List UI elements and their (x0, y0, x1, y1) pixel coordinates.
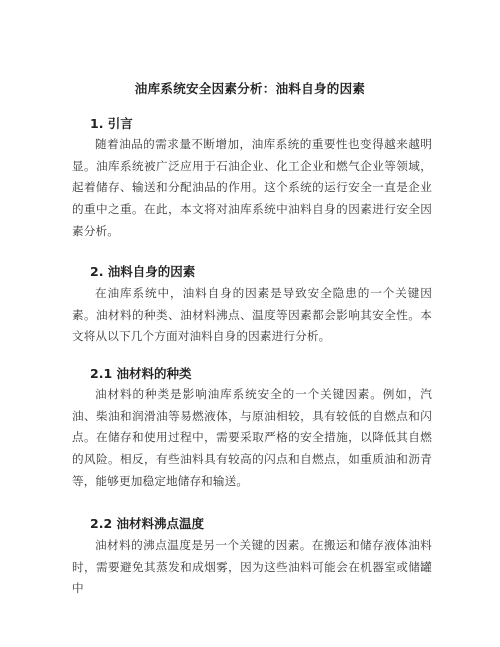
section-paragraph-boiling-point: 油材料的沸点温度是另一个关键的因素。在搬运和储存液体油料时，需要避免其蒸发和成烟雾，因为这些油料可能会在机器室或储罐中 (72, 538, 432, 596)
section-paragraph-intro: 随着油品的需求量不断增加，油库系统的重要性也变得越来越明显。油库系统被广泛应用于石油企业、化工企业和燃气企业等领域，起着储存、输送和分配油品的作用。这个系统的运行安全一直是企业的重中之重。在此，本文将对油库系统中油料自身的因素进行安全因素分析。 (72, 137, 432, 238)
section-heading-intro: 1. 引言 (90, 116, 133, 131)
section-paragraph-oil-types: 油材料的种类是影响油库系统安全的一个关键因素。例如，汽油、柴油和润滑油等易燃液体，与原油相较，具有较低的自燃点和闪点。在储存和使用过程中，需要采取严格的安全措施，以降低其自燃的风险。相反，有些油料具有较高的闪点和自燃点，如重质油和沥青等，能够更加稳定地储存和输送。 (72, 387, 432, 488)
section-heading-oil-factors: 2. 油料自身的因素 (90, 264, 196, 279)
section-heading-boiling-point: 2.2 油材料沸点温度 (90, 516, 204, 531)
section-paragraph-oil-factors: 在油库系统中，油料自身的因素是导致安全隐患的一个关键因素。油材料的种类、油材料沸点、温度等因素都会影响其安全性。本文将从以下几个方面对油料自身的因素进行分析。 (72, 286, 432, 344)
section-heading-oil-types: 2.1 油材料的种类 (90, 366, 192, 381)
document-title: 油库系统安全因素分析：油料自身的因素 (134, 81, 366, 96)
